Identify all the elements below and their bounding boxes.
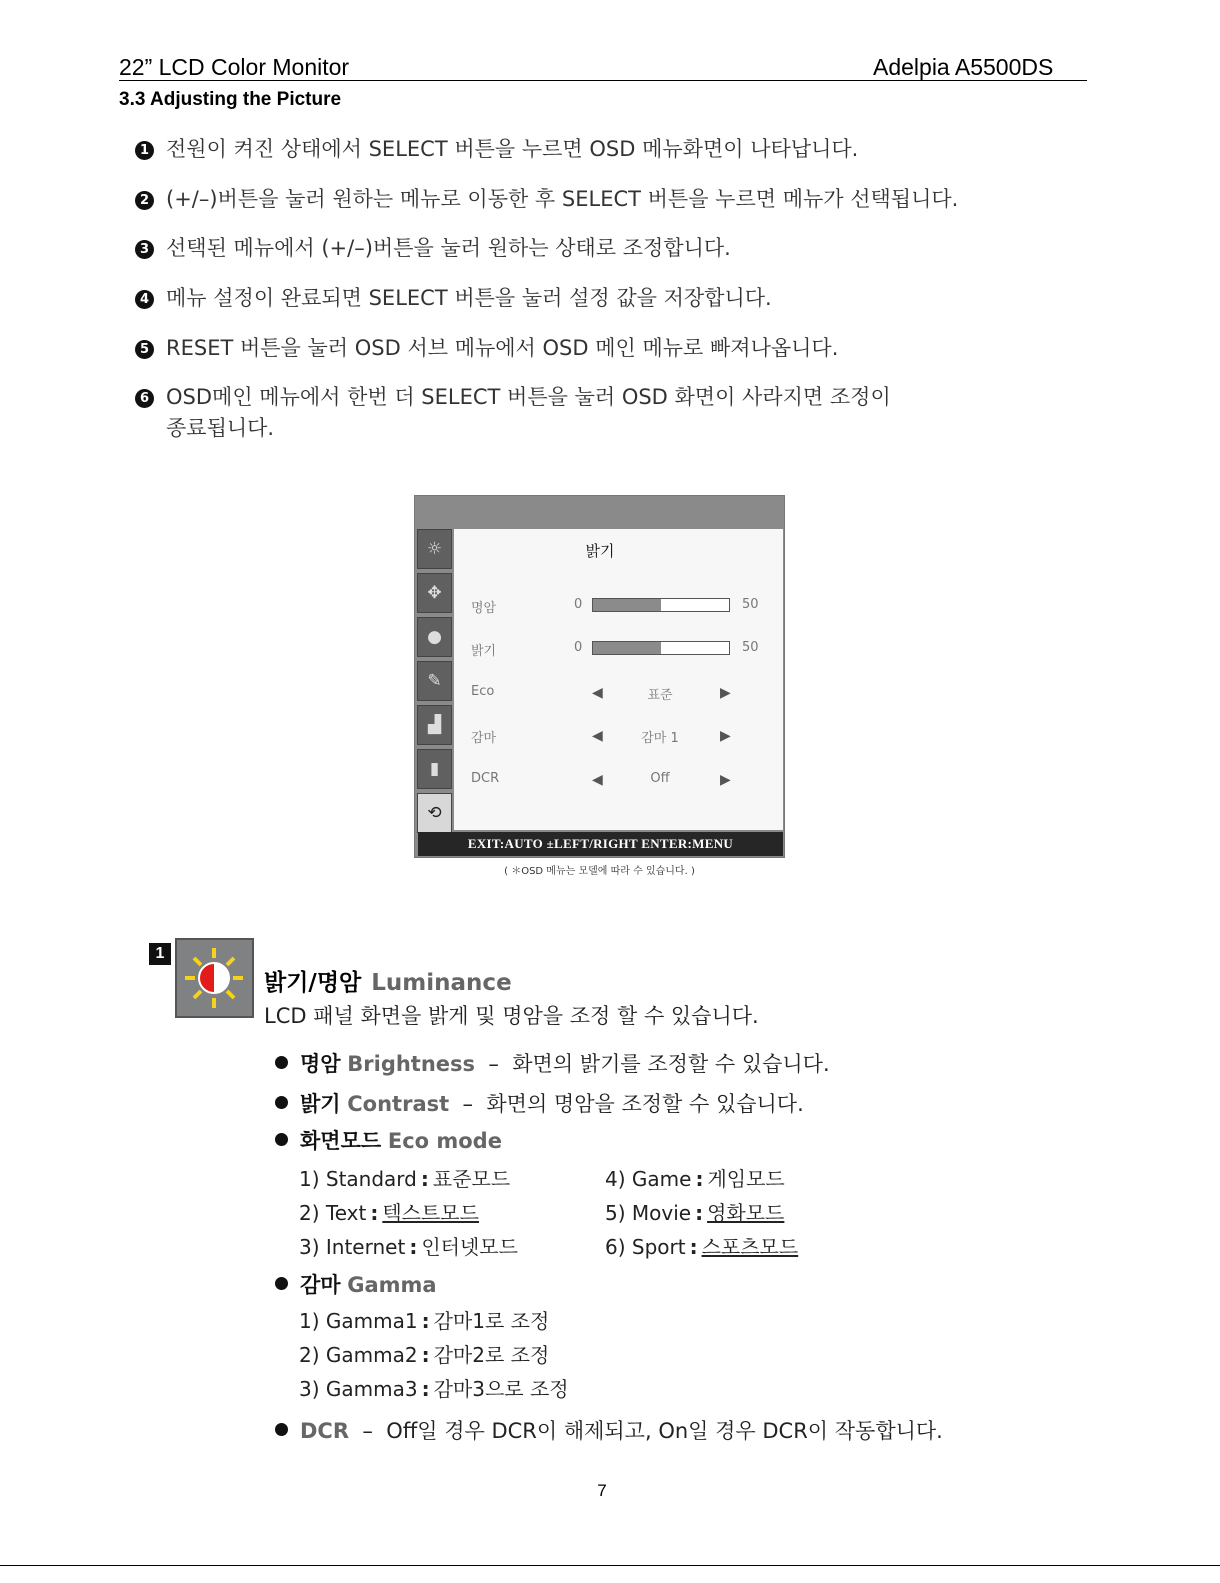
bullet-dot [275, 1056, 288, 1069]
step-text: 전원이 켜진 상태에서 SELECT 버튼을 누르면 OSD 메뉴화면이 나타납니다. [166, 137, 859, 161]
arrow-right-icon[interactable]: ▶ [720, 771, 731, 787]
option-colon: : [421, 1309, 430, 1333]
osd-max: 50 [742, 597, 759, 612]
step-text: (+/–)버튼을 눌러 원하는 메뉴로 이동한 후 SELECT 버튼을 누르면 메뉴가 선택됩니다. [166, 187, 959, 211]
step-text: RESET 버튼을 눌러 OSD 서브 메뉴에서 OSD 메인 메뉴로 빠져나옵니다. [166, 336, 839, 360]
osd-label-dcr: DCR [471, 771, 500, 786]
eco-option [299, 1163, 510, 1192]
osd-value-gamma: 감마 1 [641, 731, 679, 746]
bullet-desc: 화면의 밝기를 조정할 수 있습니다. [512, 1052, 830, 1076]
bullet-contrast [275, 1088, 804, 1118]
option-label: 4) Game [605, 1167, 692, 1191]
page-number: 7 [597, 1481, 607, 1500]
luminance-description: LCD 패널 화면을 밝게 및 명암을 조정 할 수 있습니다. [264, 1004, 759, 1028]
gamma-option [299, 1339, 549, 1368]
option-value: 감마1로 조정 [433, 1309, 550, 1333]
move-icon: ✥ [417, 573, 452, 613]
option-value: 영화모드 [707, 1201, 785, 1225]
step-number: 6 [135, 389, 154, 408]
bullet-dash: – [362, 1419, 373, 1443]
header-model: Adelpia A5500DS [873, 54, 1054, 80]
step-text: OSD메인 메뉴에서 한번 더 SELECT 버튼을 눌러 OSD 화면이 사라지면 조정이 [166, 385, 891, 409]
osd-sidebar [417, 529, 453, 830]
eco-option [605, 1231, 798, 1260]
step-3 [135, 233, 1135, 264]
bullet-eco [275, 1125, 502, 1155]
option-value: 표준모드 [432, 1167, 511, 1191]
option-colon: : [421, 1343, 430, 1367]
option-value: 감마3으로 조정 [433, 1377, 569, 1401]
osd-label-contrast: 명암 [471, 601, 497, 616]
option-value: 인터넷모드 [421, 1235, 518, 1259]
step-number: 4 [135, 290, 154, 309]
bullet-gamma [275, 1269, 437, 1299]
option-label: 1) Standard [299, 1167, 417, 1191]
bullet-dash: – [488, 1052, 499, 1076]
eco-option [605, 1163, 785, 1192]
arrow-right-icon[interactable]: ▶ [720, 727, 731, 743]
option-label: 6) Sport [605, 1235, 686, 1259]
option-label: 3) Gamma3 [299, 1377, 418, 1401]
option-colon: : [695, 1167, 704, 1191]
osd-slider-contrast[interactable] [592, 598, 730, 612]
reset-icon: ⟲ [417, 793, 452, 833]
osd-footer: EXIT:AUTO ±LEFT/RIGHT ENTER:MENU [418, 832, 783, 856]
step-text: 메뉴 설정이 완료되면 SELECT 버튼을 눌러 설정 값을 저장합니다. [166, 286, 772, 310]
step-number: 1 [135, 141, 154, 160]
step-text-continued: 종료됩니다. [166, 416, 275, 440]
osd-caption: ( ＊OSD 메뉴는 모델에 따라 수 있습니다. ) [504, 866, 695, 877]
bullet-ko: 감마 [300, 1273, 341, 1297]
arrow-right-icon[interactable]: ▶ [720, 684, 731, 700]
osd-value-eco: 표준 [647, 688, 673, 703]
arrow-left-icon[interactable]: ◀ [592, 727, 603, 743]
bullet-ko: 화면모드 [300, 1129, 382, 1153]
option-label: 2) Text [299, 1201, 367, 1225]
osd-label-eco: Eco [471, 684, 495, 699]
step-2 [135, 184, 1135, 215]
bullet-en: Brightness [347, 1052, 476, 1076]
osd-label-brightness: 밝기 [471, 644, 497, 659]
section-badge: 1 [149, 943, 171, 965]
luminance-icon [175, 938, 254, 1018]
bullet-desc: Off일 경우 DCR이 해제되고, On일 경우 DCR이 작동합니다. [386, 1419, 943, 1443]
option-colon: : [421, 1377, 430, 1401]
bullet-dcr [275, 1415, 943, 1445]
option-value: 게임모드 [707, 1167, 785, 1191]
osd-min: 0 [574, 640, 583, 655]
header-rule [119, 80, 1087, 81]
bullet-en: Gamma [347, 1273, 437, 1297]
corner-icon: ▟ [417, 705, 452, 745]
arrow-left-icon[interactable]: ◀ [592, 771, 603, 787]
slider-fill [593, 599, 661, 611]
step-text: 선택된 메뉴에서 (+/–)버튼을 눌러 원하는 상태로 조정합니다. [166, 236, 731, 260]
osd-min: 0 [574, 597, 583, 612]
option-colon: : [689, 1235, 698, 1259]
option-label: 5) Movie [605, 1201, 692, 1225]
bullet-brightness [275, 1048, 830, 1078]
sun-icon: ☼ [417, 529, 452, 569]
bullet-dot [275, 1133, 288, 1146]
option-colon: : [420, 1167, 429, 1191]
arrow-left-icon[interactable]: ◀ [592, 684, 603, 700]
option-value: 감마2로 조정 [433, 1343, 550, 1367]
option-colon: : [370, 1201, 379, 1225]
bullet-en: DCR [300, 1419, 350, 1443]
header-title: 22” LCD Color Monitor [119, 54, 350, 80]
bullet-ko: 명암 [300, 1052, 341, 1076]
eco-option [299, 1231, 518, 1260]
option-value: 텍스트모드 [382, 1201, 479, 1225]
osd-title: 밝기 [585, 542, 615, 560]
bullet-en: Contrast [347, 1092, 450, 1116]
step-5 [135, 333, 1135, 364]
option-label: 2) Gamma2 [299, 1343, 418, 1367]
luminance-title-en: Luminance [371, 970, 512, 996]
osd-value-dcr: Off [650, 771, 670, 786]
slider-fill [593, 642, 661, 654]
option-colon: : [695, 1201, 704, 1225]
step-number: 2 [135, 191, 154, 210]
step-4 [135, 283, 1135, 314]
eco-option [299, 1197, 479, 1226]
osd-label-gamma: 감마 [471, 731, 497, 746]
bullet-dot [275, 1277, 288, 1290]
luminance-title-ko: 밝기/명암 [264, 970, 362, 996]
color-icon: ● [417, 617, 452, 657]
osd-slider-brightness[interactable] [592, 641, 730, 655]
tool-icon: ✎ [417, 661, 452, 701]
bullet-dot [275, 1096, 288, 1109]
step-6 [135, 382, 1135, 444]
gamma-option [299, 1373, 569, 1402]
bullet-desc: 화면의 명암을 조정할 수 있습니다. [486, 1092, 804, 1116]
eco-option [605, 1197, 784, 1226]
bullet-ko: 밝기 [300, 1092, 341, 1116]
luminance-title [264, 964, 512, 997]
gamma-option [299, 1305, 549, 1334]
osd-icon: ▮ [417, 749, 452, 789]
footer-rule [0, 1565, 1220, 1566]
option-label: 3) Internet [299, 1235, 406, 1259]
section-title: 3.3 Adjusting the Picture [119, 89, 342, 110]
bullet-dot [275, 1423, 288, 1436]
step-number: 5 [135, 340, 154, 359]
osd-max: 50 [742, 640, 759, 655]
option-value: 스포츠모드 [701, 1235, 799, 1259]
option-colon: : [409, 1235, 418, 1259]
option-label: 1) Gamma1 [299, 1309, 418, 1333]
step-1 [135, 134, 1135, 165]
bullet-en: Eco mode [387, 1129, 502, 1153]
bullet-dash: – [462, 1092, 474, 1116]
step-number: 3 [135, 240, 154, 259]
osd-panel [454, 529, 783, 830]
